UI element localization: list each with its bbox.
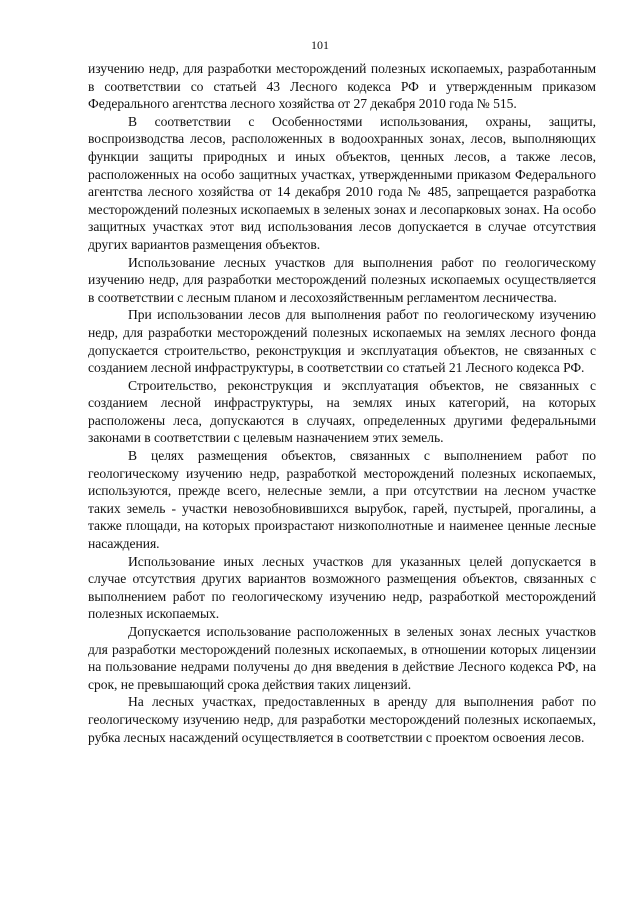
paragraph: На лесных участках, предоставленных в аренду для выполнения работ по геологическому изучению недр, для разработки месторождений полезных ископаемых, рубка лесных насаждений осуществляется в соответствии с проектом освоения лесов. bbox=[88, 694, 596, 745]
paragraph: При использовании лесов для выполнения работ по геологическому изучению недр, для разработки месторождений полезных ископаемых на землях лесного фонда допускается строительство, реконструкция и эксплуатация объектов, не связанных с созданием лесной инфраструктуры, в соответствии со статьей 21 Лесного кодекса РФ. bbox=[88, 307, 596, 376]
paragraph: Использование иных лесных участков для указанных целей допускается в случае отсутствия других вариантов возможного размещения объектов, связанных с выполнением работ по геологическому изучению недр, разработкой месторождений полезных ископаемых. bbox=[88, 553, 596, 622]
paragraph: Допускается использование расположенных в зеленых зонах лесных участков для разработки месторождений полезных ископаемых, в отношении которых лицензии на пользование недрами получены до дня введения в действие Лесного кодекса РФ, на срок, не превышающий срока действия таких лицензий. bbox=[88, 624, 596, 692]
page-number: 101 bbox=[311, 38, 329, 52]
paragraph: В соответствии с Особенностями использования, охраны, защиты, воспроизводства лесов, расположенных в водоохранных зонах, лесов, выполняющих функции защиты природных и иных объектов, ценных лесов, а также лесов, расположенных на особо защитных участках, утвержденными приказом Федерального агентства лесного хозяйства от 14 декабря 2010 года № 485, запрещается разработка месторождений полезных ископаемых в зеленых зонах и лесопарковых зонах. На особо защитных участках этот вид использования лесов допускается в случае отсутствия других вариантов размещения объектов. bbox=[88, 113, 596, 252]
paragraph: Строительство, реконструкция и эксплуатация объектов, не связанных с созданием лесной инфраструктуры, на землях иных категорий, на которых расположены леса, допускаются в случаях, определенных другими федеральными законами в соответствии с целевым назначением этих земель. bbox=[88, 377, 596, 446]
document-body bbox=[88, 60, 596, 746]
paragraph: Использование лесных участков для выполнения работ по геологическому изучению недр, для разработки месторождений полезных ископаемых осуществляется в соответствии с лесным планом и лесохозяйственным регламентом лесничества. bbox=[88, 254, 596, 305]
paragraph: В целях размещения объектов, связанных с выполнением работ по геологическому изучению недр, разработкой месторождений полезных ископаемых, используются, прежде всего, нелесные земли, а при отсутствии на лесном участке таких земель - участки невозобновившихся вырубок, гарей, пустырей, прогалины, а также площади, на которых произрастают низкополнотные и наименее ценные лесные насаждения. bbox=[88, 448, 596, 552]
paragraph-continued: изучению недр, для разработки месторождений полезных ископаемых, разработанным в соответствии со статьей 43 Лесного кодекса РФ и утвержденным приказом Федерального агентства лесного хозяйства от 27 декабря 2010 года № 515. bbox=[88, 61, 596, 112]
